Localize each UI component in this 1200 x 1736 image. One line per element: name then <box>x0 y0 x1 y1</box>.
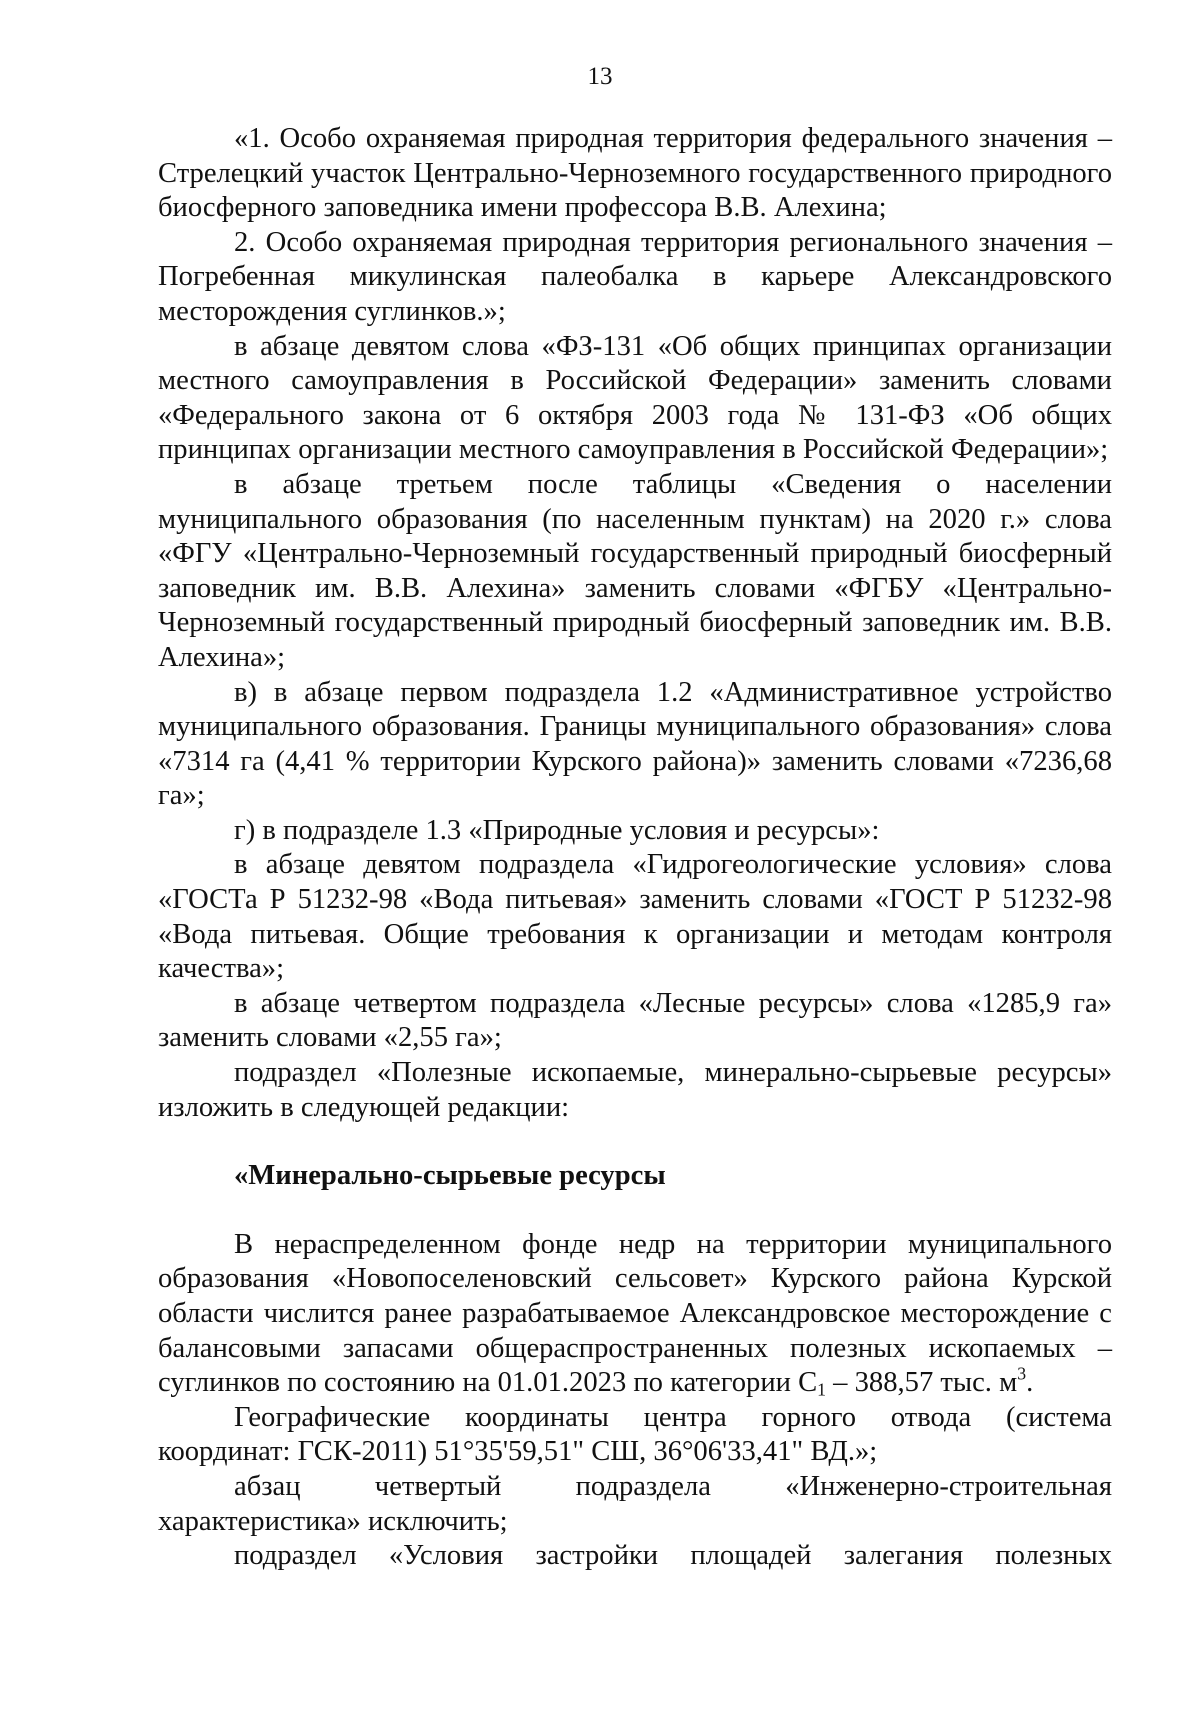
paragraph-hydrogeology: в абзаце девятом подраздела «Гидрогеологические условия» слова «ГОСТа Р 51232-98 «Вода питьевая» заменить словами «ГОСТ Р 51232-98 «Вода питьевая. Общие требования к организации и методам контроля качества»; <box>158 849 1112 985</box>
paragraph-engineering-exclusion: абзац четвертый подраздела «Инженерно-строительная характеристика» исключить; <box>158 1470 1112 1537</box>
paragraph-forest-resources: в абзаце четвертом подраздела «Лесные ресурсы» слова «1285,9 га» заменить словами «2,55 га»; <box>158 987 1112 1054</box>
unit-superscript: 3 <box>1017 1363 1027 1384</box>
document-body <box>158 122 1112 1574</box>
paragraph-fz131-replacement: в абзаце девятом слова «ФЗ-131 «Об общих принципах организации местного самоуправления в Российской Федерации» заменить словами «Федерального закона от 6 октября 2003 года № 131-ФЗ «Об общих принципах организации местного самоуправления в Российской Федерации»; <box>158 330 1112 466</box>
paragraph-mineral-subsection: подраздел «Полезные ископаемые, минерально-сырьевые ресурсы» изложить в следующей редакции: <box>158 1057 1112 1123</box>
page-number: 13 <box>587 63 613 90</box>
paragraph-coordinates: Географические координаты центра горного отвода (система координат: ГСК-2011) 51°35'59,51" СШ, 36°06'33,41" ВД.»; <box>158 1401 1112 1468</box>
paragraph-mineral-deposit <box>158 1228 1112 1401</box>
paragraph-regional-territory: 2. Особо охраняемая природная территория регионального значения – Погребенная микулинская палеобалка в карьере Александровского месторождения суглинков.»; <box>158 226 1112 327</box>
paragraph-federal-territory: «1. Особо охраняемая природная территория федерального значения – Стрелецкий участок Центрально-Черноземного государственного природного биосферного заповедника имени профессора В.В. Алехина; <box>158 123 1112 224</box>
deposit-text: В нераспределенном фонде недр на территории муниципального образования «Новопоселеновский сельсовет» Курского района Курской области числится ранее разрабатываемое Александровское месторождение с балансовыми запасами общераспространенных полезных ископаемых – суглинков по состоянию на 01.01.2023 по категории С <box>158 1228 1112 1399</box>
paragraph-population-table: в абзаце третьем после таблицы «Сведения о населении муниципального образования (по населенным пунктам) на 2020 г.» слова «ФГУ «Центрально-Черноземный государственный природный биосферный заповедник им. В.В. Алехина» заменить словами «ФГБУ «Центрально-Черноземный государственный природный биосферный заповедник им. В.В. Алехина»; <box>158 468 1112 673</box>
paragraph-building-conditions: подраздел «Условия застройки площадей залегания полезных <box>234 1540 1112 1572</box>
paragraph-subsection-1-3: г) в подразделе 1.3 «Природные условия и ресурсы»: <box>234 814 880 846</box>
reserves-text: – 388,57 тыс. м <box>826 1367 1018 1399</box>
deposit-text-end: . <box>1026 1367 1034 1399</box>
paragraph-subsection-1-2: в) в абзаце первом подраздела 1.2 «Административное устройство муниципального образования. Границы муниципального образования» слова «7314 га (4,41 % территории Курского района)» заменить словами «7236,68 га»; <box>158 676 1112 812</box>
category-subscript: 1 <box>817 1379 827 1400</box>
section-heading: «Минерально-сырьевые ресурсы <box>234 1160 666 1192</box>
